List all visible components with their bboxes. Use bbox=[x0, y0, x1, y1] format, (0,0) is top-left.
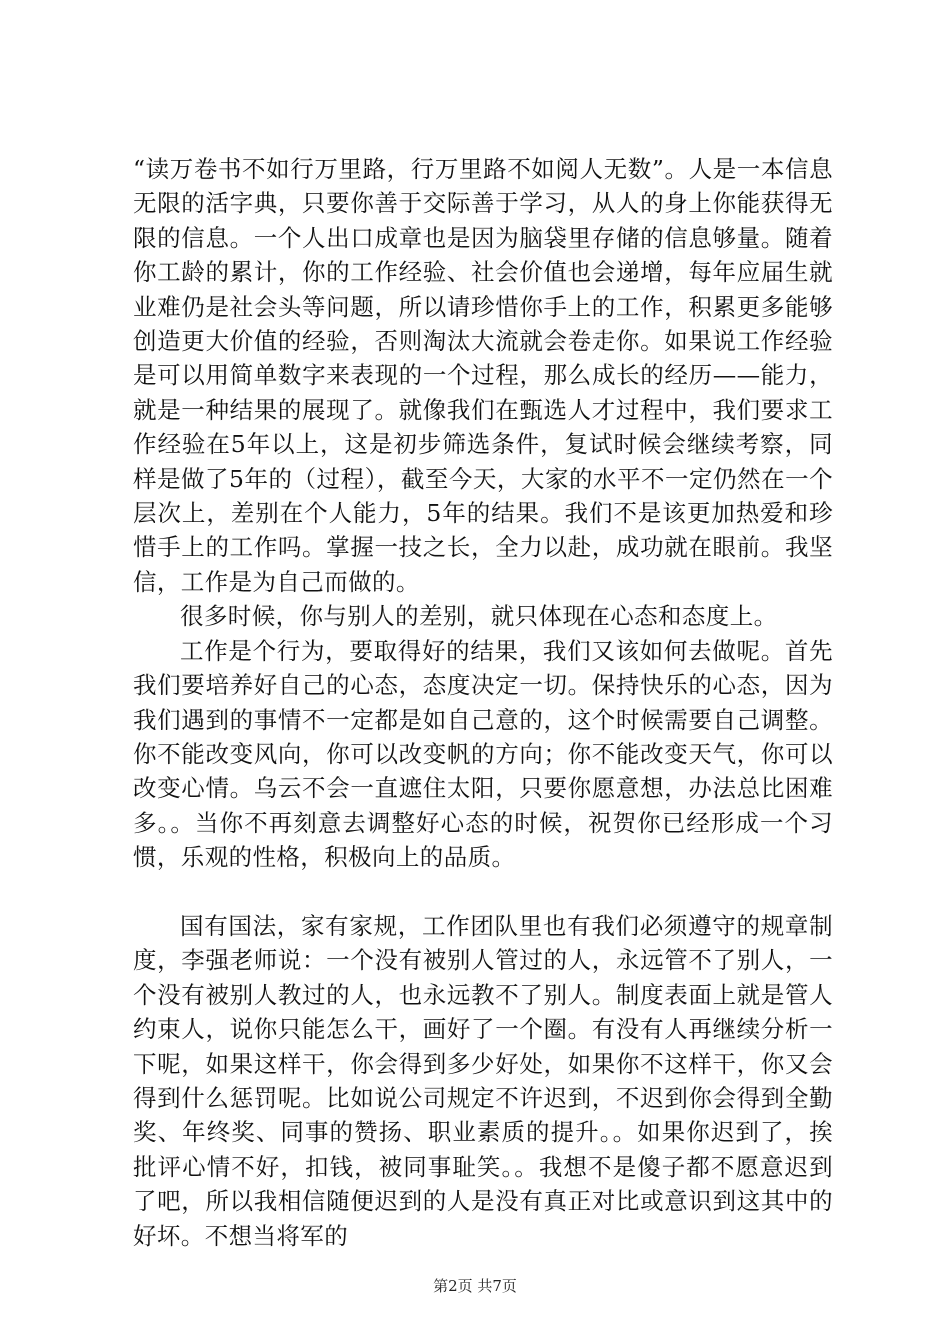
paragraph-reading-and-experience: “读万卷书不如行万里路，行万里路不如阅人无数”。人是一本信息无限的活字典，只要你善于交际善于学习，从人的身上你能获得无限的信息。一个人出口成章也是因为脑袋里存储的信息够量。随着你工龄的累计，你的工作经验、社会价值也会递增，每年应届生就业难仍是社会头等问题，所以请珍惜你手上的工作，积累更多能够创造更大价值的经验，否则淘汰大流就会卷走你。如果说工作经验是可以用简单数字来表现的一个过程，那么成长的经历——能力，就是一种结果的展现了。就像我们在甄选人才过程中，我们要求工作经验在5年以上，这是初步筛选条件，复试时候会继续考察，同样是做了5年的（过程），截至今天，大家的水平不一定仍然在一个层次上，差别在个人能力，5年的结果。我们不是该更加热爱和珍惜手上的工作吗。掌握一技之长，全力以赴，成功就在眼前。我坚信，工作是为自己而做的。 bbox=[133, 155, 833, 596]
page-number-footer: 第2页 共7页 bbox=[433, 1277, 517, 1295]
paragraph-rules-and-discipline: 国有国法，家有家规，工作团队里也有我们必须遵守的规章制度，李强老师说：一个没有被别人管过的人，永远管不了别人，一个没有被别人教过的人，也永远教不了别人。制度表面上就是管人约束人，说你只能怎么干，画好了一个圈。有没有人再继续分析一下呢，如果这样干，你会得到多少好处，如果你不这样干，你又会得到什么惩罚呢。比如说公司规定不许迟到，不迟到你会得到全勤奖、年终奖、同事的赞扬、职业素质的提升。。如果你迟到了，挨批评心情不好，扣钱，被同事耻笑。。我想不是傻子都不愿意迟到了吧，所以我相信随便迟到的人是没有真正对比或意识到这其中的好坏。不想当将军的 bbox=[133, 911, 833, 1250]
paragraph-gap bbox=[133, 875, 833, 909]
paragraph-work-mindset: 工作是个行为，要取得好的结果，我们又该如何去做呢。首先我们要培养好自己的心态，态度决定一切。保持快乐的心态，因为我们遇到的事情不一定都是如自己意的，这个时候需要自己调整。你不能改变风向，你可以改变帆的方向；你不能改变天气，你可以改变心情。乌云不会一直遮住太阳，只要你愿意想，办法总比困难多。。当你不再刻意去调整好心态的时候，祝贺你已经形成一个习惯，乐观的性格，积极向上的品质。 bbox=[133, 636, 833, 872]
document-body bbox=[133, 152, 833, 1253]
paragraph-attitude-difference: 很多时候，你与别人的差别，就只体现在心态和态度上。 bbox=[180, 602, 778, 631]
